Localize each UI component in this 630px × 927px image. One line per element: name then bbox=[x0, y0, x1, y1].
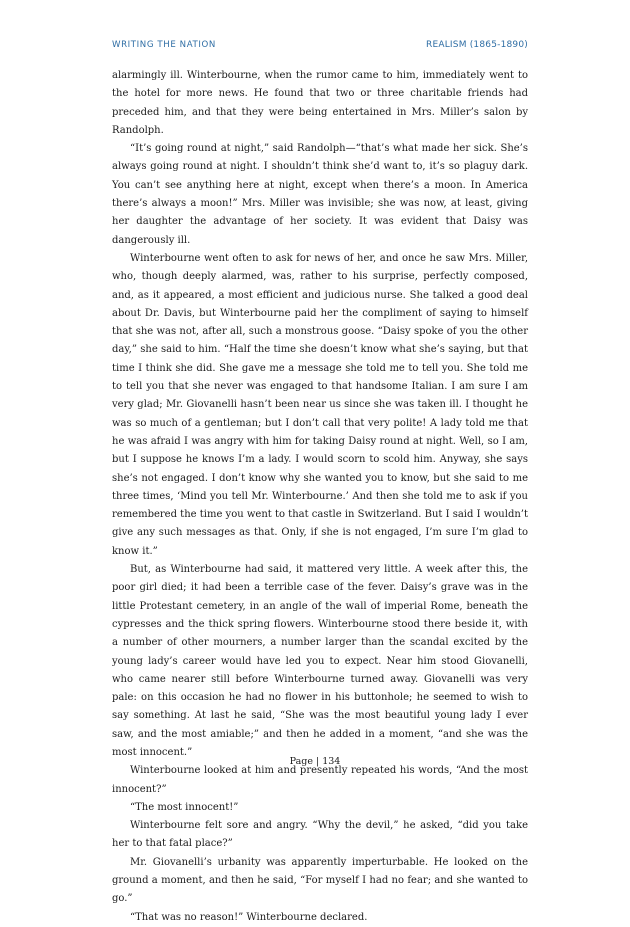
paragraph: Winterbourne felt sore and angry. “Why the devil,” he asked, “did you take her to that fatal place?” bbox=[112, 820, 528, 850]
header-section-title: WRITING THE NATION bbox=[112, 40, 216, 50]
paragraph: But, as Winterbourne had said, it mattered very little. A week after this, the poor girl died; it had been a terrible case of the fever. Daisy’s grave was in the little Protestant cemetery, in an angle of the wall of imperial Rome, beneath the cypresses and the thick spring flowers. Winterbourne stood there beside it, with a number of other mourners, a number larger than the scandal excited by the young lady’s career would have led you to expect. Near him stood Giovanelli, who came nearer still before Winterbourne turned away. Giovanelli was very pale: on this occasion he had no flower in his buttonhole; he seemed to wish to say something. At last he said, “She was the most beautiful young lady I ever saw, and the most amiable;” and then he added in a moment, “and she was the most innocent.” bbox=[112, 564, 528, 758]
paragraph: alarmingly ill. Winterbourne, when the rumor came to him, immediately went to the hotel for more news. He found that two or three charitable friends had preceded him, and that they were being entertained in Mrs. Miller’s salon by Randolph. bbox=[112, 70, 528, 136]
paragraph: “The most innocent!” bbox=[130, 801, 239, 813]
page-number-footer: Page | 134 bbox=[289, 756, 341, 767]
paragraph: Winterbourne went often to ask for news of her, and once he saw Mrs. Miller, who, though deeply alarmed, was, rather to his surprise, perfectly composed, and, as it appeared, a most efficient and judicious nurse. She talked a good deal about Dr. Davis, but Winterbourne paid her the compliment of saying to himself that she was not, after all, such a monstrous goose. “Daisy spoke of you the other day,” she said to him. “Half the time she doesn’t know what she’s saying, but that time I think she did. She gave me a message she told me to tell you. She told me to tell you that she never was engaged to that handsome Italian. I am sure I am very glad; Mr. Giovanelli hasn’t been near us since she was taken ill. I thought he was so much of a gentleman; but I don’t call that very polite! A lady told me that he was afraid I was angry with him for taking Daisy round at night. Well, so I am, but I suppose he knows I’m a lady. I would scorn to scold him. Anyway, she says she’s not engaged. I don’t know why she wanted you to know, but she said to me three times, ‘Mind you tell Mr. Winterbourne.’ And then she told me to ask if you remembered the time you went to that castle in Switzerland. But I said I wouldn’t give any such messages as that. Only, if she is not engaged, I’m sure I’m glad to know it.” bbox=[112, 252, 528, 557]
paragraph: “That was no reason!” Winterbourne declared. bbox=[130, 911, 368, 923]
body-text bbox=[112, 67, 528, 927]
paragraph: Winterbourne looked at him and presently repeated his words, “And the most innocent?” bbox=[112, 765, 528, 795]
running-header bbox=[112, 40, 528, 54]
paragraph: Mr. Giovanelli’s urbanity was apparently imperturbable. He looked on the ground a moment, and then he said, “For myself I had no fear; and she wanted to go.” bbox=[112, 856, 528, 905]
paragraph: “It’s going round at night,” said Randolph—“that’s what made her sick. She’s always going round at night. I shouldn’t think she’d want to, it’s so plaguy dark. You can’t see anything here at night, except when there’s a moon. In America there’s always a moon!” Mrs. Miller was invisible; she was now, at least, giving her daughter the advantage of her society. It was evident that Daisy was dangerously ill. bbox=[112, 143, 528, 246]
header-period-title: REALISM (1865-1890) bbox=[426, 40, 528, 50]
